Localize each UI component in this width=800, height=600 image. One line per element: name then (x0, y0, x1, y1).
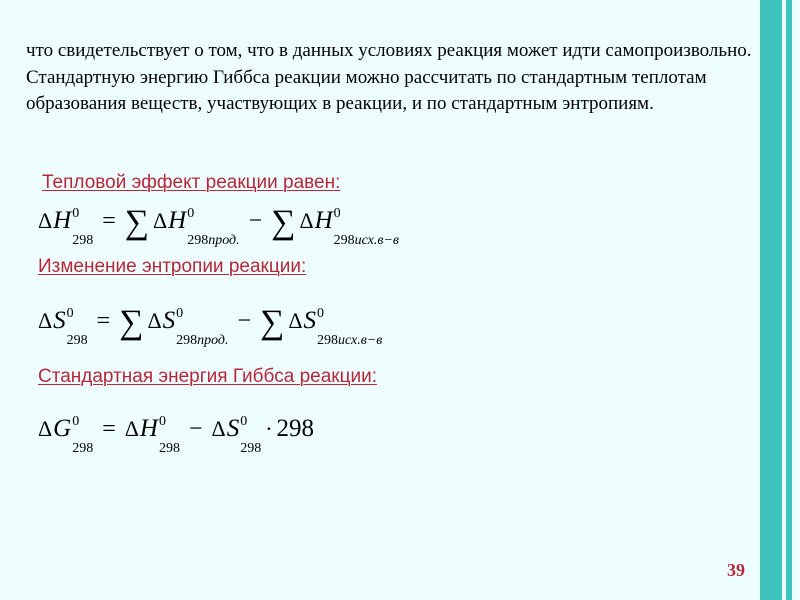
subscript-298: 298 (158, 441, 180, 456)
accent-stripe (760, 0, 782, 600)
heading-enthalpy: Тепловой эффект реакции равен: (42, 172, 341, 193)
delta-symbol: Δ (147, 308, 162, 333)
superscript-zero: 0 (316, 306, 324, 321)
subscript-298: 298 (176, 333, 198, 348)
delta-symbol: Δ (299, 208, 314, 233)
symbol-s: S (53, 307, 66, 334)
symbol-s: S (162, 307, 176, 334)
minus-sign: − (237, 308, 252, 334)
sum-symbol: ∑ (124, 204, 150, 241)
superscript-zero: 0 (66, 306, 74, 321)
delta-symbol: Δ (153, 208, 168, 233)
equals-sign: = (102, 208, 116, 234)
paragraph-1: что свидетельствует о том, что в данных условиях реакция может идти самопроизвольно. (26, 40, 752, 61)
sum-symbol: ∑ (260, 304, 285, 341)
subscript-products: прод. (208, 233, 240, 248)
superscript-zero: 0 (72, 206, 80, 221)
sum-symbol: ∑ (271, 204, 296, 241)
superscript-zero: 0 (240, 414, 248, 429)
heading-entropy: Изменение энтропии реакции: (38, 256, 307, 277)
minus-sign: − (188, 416, 203, 442)
body-text (26, 38, 756, 118)
symbol-h: H (139, 415, 158, 442)
symbol-h: H (314, 207, 333, 234)
paragraph-2: Стандартную энергию Гиббса реакции можно рассчитать по стандартным теплотам образования веществ, участвующих в реакции, и по стандартным энтропиям. (26, 66, 707, 114)
subscript-products: прод. (197, 333, 229, 348)
delta-symbol: Δ (38, 416, 53, 441)
formula-gibbs (38, 415, 314, 454)
superscript-zero: 0 (158, 414, 166, 429)
subscript-298: 298 (333, 233, 355, 248)
delta-symbol: Δ (38, 308, 53, 333)
superscript-zero: 0 (72, 414, 80, 429)
symbol-s: S (226, 415, 240, 442)
subscript-298: 298 (72, 233, 94, 248)
symbol-h: H (168, 207, 187, 234)
subscript-reactants: исх.в−в (337, 333, 383, 348)
delta-symbol: Δ (38, 208, 53, 233)
multiply-dot: · (265, 416, 273, 441)
subscript-298: 298 (316, 333, 338, 348)
formula-enthalpy (38, 205, 399, 246)
delta-symbol: Δ (288, 308, 303, 333)
superscript-zero: 0 (176, 306, 184, 321)
symbol-s: S (303, 307, 316, 334)
temperature-value: 298 (276, 415, 315, 442)
symbol-g: G (53, 415, 72, 442)
subscript-298: 298 (187, 233, 209, 248)
superscript-zero: 0 (187, 206, 195, 221)
accent-stripe-thin (786, 0, 792, 600)
page-number: 39 (727, 560, 745, 580)
subscript-298: 298 (240, 441, 262, 456)
delta-symbol: Δ (124, 416, 139, 441)
symbol-h: H (53, 207, 72, 234)
subscript-reactants: исх.в−в (354, 233, 400, 248)
subscript-298: 298 (72, 441, 94, 456)
equals-sign: = (96, 308, 111, 334)
minus-sign: − (248, 208, 263, 234)
superscript-zero: 0 (333, 206, 341, 221)
sum-symbol: ∑ (119, 304, 144, 341)
formula-entropy (38, 305, 382, 346)
heading-gibbs: Стандартная энергия Гиббса реакции: (38, 366, 377, 387)
subscript-298: 298 (66, 333, 88, 348)
delta-symbol: Δ (211, 416, 226, 441)
equals-sign: = (102, 416, 116, 442)
